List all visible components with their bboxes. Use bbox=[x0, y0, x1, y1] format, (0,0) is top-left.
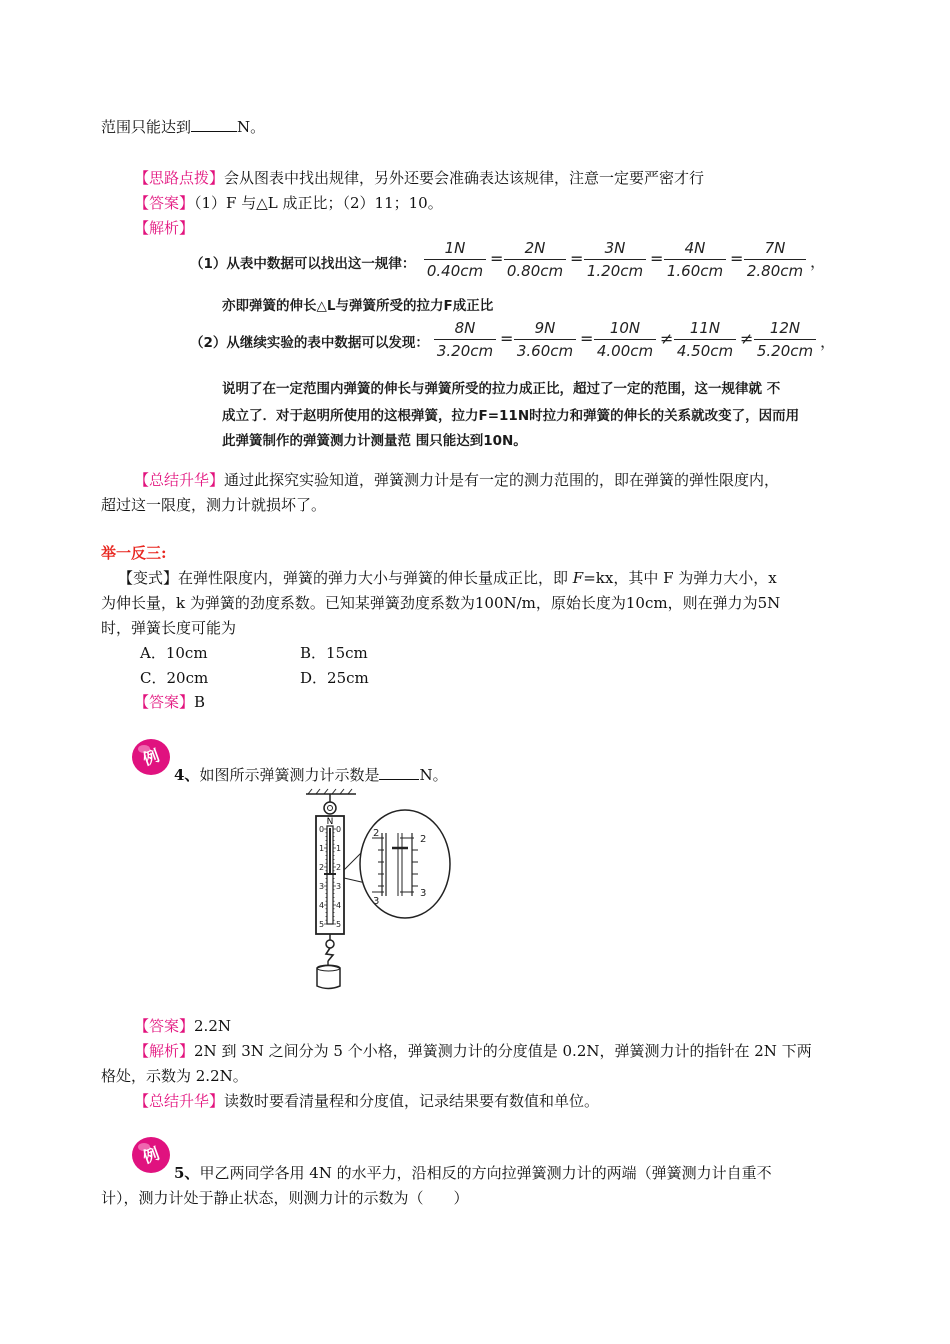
scan-p2-text1: 说明了在一定范围内弹簧的伸长与弹簧所受的拉力成正比，超过了一定的范围，这一规律就 不 bbox=[222, 381, 781, 397]
fraction-bar bbox=[584, 259, 646, 260]
fraction bbox=[430, 318, 500, 361]
fraction bbox=[420, 238, 490, 281]
svg-text:4: 4 bbox=[319, 901, 325, 910]
variant-line-1: 【变式】在弹性限度内，弹簧的弹力大小与弹簧的伸长量成正比，即 F=kx，其中 F 为弹力大小，x bbox=[118, 569, 777, 587]
variant-line-3: 时，弹簧长度可能为 bbox=[101, 619, 237, 637]
section-title: 举一反三: bbox=[101, 544, 167, 562]
svg-text:0: 0 bbox=[319, 825, 325, 834]
fraction-denominator: 0.80cm bbox=[506, 262, 564, 280]
operator-sign: = bbox=[580, 329, 594, 348]
svg-text:1: 1 bbox=[319, 844, 325, 853]
fraction-denominator: 4.00cm bbox=[596, 342, 654, 360]
fraction-bar bbox=[594, 339, 656, 340]
fraction bbox=[660, 238, 730, 281]
scan-p2-label: （2）从继续实验的表中数据可以发现： bbox=[190, 335, 429, 351]
svg-text:2: 2 bbox=[336, 863, 342, 872]
fraction-denominator: 2.80cm bbox=[746, 262, 804, 280]
fraction-bar bbox=[504, 259, 566, 260]
svg-text:3: 3 bbox=[319, 882, 325, 891]
range-line: 范围只能达到 N。 bbox=[101, 118, 266, 136]
fraction-denominator: 3.20cm bbox=[436, 342, 494, 360]
summary-line-2: 超过这一限度，测力计就损坏了。 bbox=[101, 496, 327, 514]
variant-answer: 【答案】B bbox=[134, 693, 206, 711]
svg-text:3: 3 bbox=[373, 896, 380, 907]
ex4-analysis-1: 【解析】2N 到 3N 之间分为 5 个小格，弹簧测力计的分度值是 0.2N，弹簧测力计的指针在 2N 下两 bbox=[134, 1042, 812, 1060]
option-c: C．20cm bbox=[140, 669, 209, 687]
fraction bbox=[500, 238, 570, 281]
fraction-numerator: 12N bbox=[769, 319, 801, 337]
ex5-line-2: 计），测力计处于静止状态，则测力计的示数为（ ） bbox=[101, 1189, 469, 1207]
answer-blank bbox=[191, 117, 237, 132]
operator-sign: = bbox=[570, 249, 584, 268]
fraction-numerator: 11N bbox=[689, 319, 721, 337]
ex5-line-1: 5、甲乙两同学各用 4N 的水平力，沿相反的方向拉弹簧测力计的两端（弹簧测力计自重不 bbox=[174, 1164, 772, 1182]
ex4-answer: 【答案】2.2N bbox=[134, 1017, 231, 1035]
fraction-numerator: 1N bbox=[444, 239, 466, 257]
fraction-numerator: 8N bbox=[454, 319, 476, 337]
ex4-summary: 【总结升华】读数时要看清量程和分度值，记录结果要有数值和单位。 bbox=[134, 1092, 600, 1110]
svg-text:N: N bbox=[326, 817, 334, 827]
fraction-bar bbox=[434, 339, 496, 340]
ex4-analysis-2: 格处，示数为 2.2N。 bbox=[101, 1067, 248, 1085]
option-d: D．25cm bbox=[300, 669, 369, 687]
fraction-numerator: 4N bbox=[684, 239, 706, 257]
hint-label: 【思路点拨】 bbox=[134, 169, 225, 187]
operator-sign: = bbox=[730, 249, 744, 268]
answer-text: （1）F 与△L 成正比；（2）11；10。 bbox=[194, 194, 443, 212]
fraction-bar bbox=[424, 259, 486, 260]
spring-scale-figure bbox=[300, 788, 460, 993]
fraction bbox=[580, 238, 650, 281]
fraction-numerator: 9N bbox=[534, 319, 556, 337]
svg-text:0: 0 bbox=[336, 825, 342, 834]
svg-text:5: 5 bbox=[319, 920, 325, 929]
fraction-bar bbox=[674, 339, 736, 340]
analysis-line bbox=[134, 218, 194, 238]
operator-sign: ≠ bbox=[740, 329, 754, 348]
svg-text:2: 2 bbox=[420, 834, 427, 845]
svg-text:2: 2 bbox=[319, 863, 325, 872]
fraction-denominator: 5.20cm bbox=[756, 342, 814, 360]
variant-label: 【变式】 bbox=[118, 569, 179, 587]
fraction-numerator: 10N bbox=[609, 319, 641, 337]
ex4-blank bbox=[379, 765, 419, 780]
fraction-denominator: 4.50cm bbox=[676, 342, 734, 360]
scan-p1-label: （1）从表中数据可以找出这一规律： bbox=[190, 256, 416, 272]
fraction-denominator: 0.40cm bbox=[426, 262, 484, 280]
operator-sign: = bbox=[490, 249, 504, 268]
fraction bbox=[670, 318, 740, 361]
fraction-bar bbox=[754, 339, 816, 340]
fraction-denominator: 1.60cm bbox=[666, 262, 724, 280]
svg-text:例: 例 bbox=[140, 1143, 162, 1168]
scan-p2-text2: 成立了．对于赵明所使用的这根弹簧，拉力F=11N时拉力和弹簧的伸长的关系就改变了，因而用 bbox=[222, 408, 800, 424]
operator-sign: = bbox=[500, 329, 514, 348]
svg-text:例: 例 bbox=[140, 745, 162, 770]
svg-text:3: 3 bbox=[336, 882, 342, 891]
summary-line-1: 【总结升华】通过此探究实验知道，弹簧测力计是有一定的测力范围的，即在弹簧的弹性限度内， bbox=[134, 471, 780, 489]
example-badge-icon bbox=[131, 737, 171, 777]
operator-sign: ≠ bbox=[660, 329, 674, 348]
svg-text:3: 3 bbox=[420, 888, 427, 899]
svg-text:1: 1 bbox=[336, 844, 342, 853]
svg-text:5: 5 bbox=[336, 920, 342, 929]
option-b: B．15cm bbox=[300, 644, 368, 662]
fraction bbox=[510, 318, 580, 361]
fraction-bar bbox=[664, 259, 726, 260]
ex4-question: 4、如图所示弹簧测力计示数是 N。 bbox=[174, 766, 448, 784]
answer-label: 【答案】 bbox=[134, 194, 195, 212]
fraction-numerator: 2N bbox=[524, 239, 546, 257]
operator-sign: ， bbox=[820, 332, 837, 351]
fraction bbox=[750, 318, 820, 361]
fraction bbox=[590, 318, 660, 361]
scan-p2-text3: 此弹簧制作的弹簧测力计测量范 围只能达到10N。 bbox=[222, 433, 527, 449]
hint-text: 会从图表中找出规律，另外还要会准确表达该规律，注意一定要严密才行 bbox=[224, 169, 705, 187]
fraction-numerator: 3N bbox=[604, 239, 626, 257]
fraction-bar bbox=[744, 259, 806, 260]
summary-label: 【总结升华】 bbox=[134, 471, 225, 489]
operator-sign: ， bbox=[810, 252, 827, 271]
fraction-denominator: 1.20cm bbox=[586, 262, 644, 280]
variant-line-2: 为伸长量，k 为弹簧的劲度系数。已知某弹簧劲度系数为100N/m，原始长度为10cm，则在弹力为5N bbox=[101, 594, 781, 612]
answer-line bbox=[134, 193, 443, 213]
analysis-label: 【解析】 bbox=[134, 219, 195, 237]
fraction bbox=[740, 238, 810, 281]
hint-line bbox=[134, 168, 704, 188]
fraction-denominator: 3.60cm bbox=[516, 342, 574, 360]
operator-sign: = bbox=[650, 249, 664, 268]
example-badge-icon bbox=[131, 1135, 171, 1175]
fraction-bar bbox=[514, 339, 576, 340]
fraction-numerator: 7N bbox=[764, 239, 786, 257]
scan-p1-note: 亦即弹簧的伸长△L与弹簧所受的拉力F成正比 bbox=[222, 298, 494, 314]
svg-text:4: 4 bbox=[336, 901, 342, 910]
svg-text:2: 2 bbox=[373, 828, 380, 839]
option-a: A．10cm bbox=[140, 644, 208, 662]
